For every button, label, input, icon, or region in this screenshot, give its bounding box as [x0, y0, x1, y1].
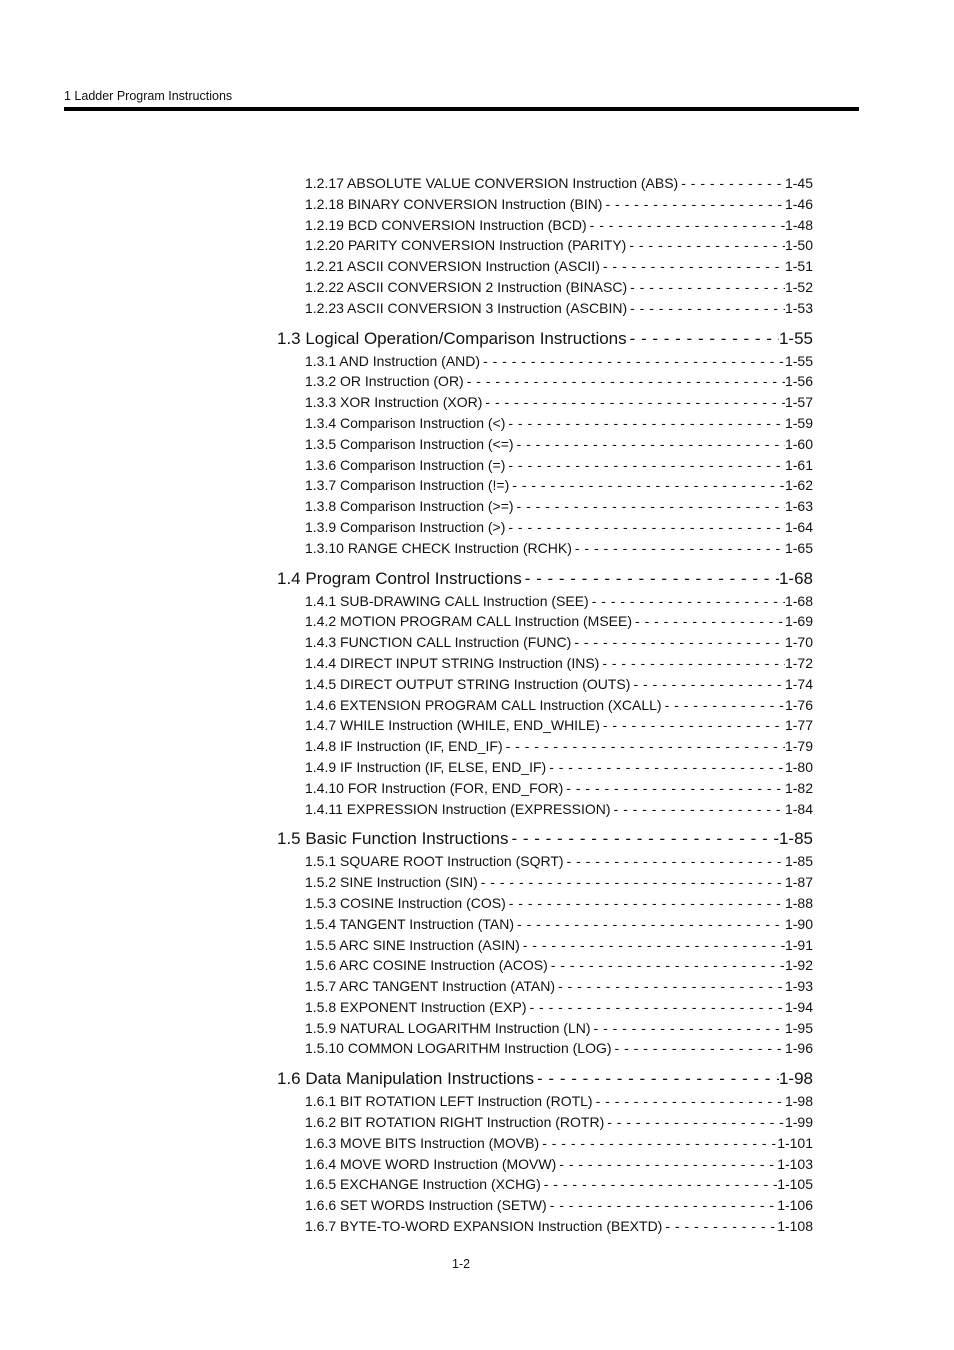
dot-leader	[505, 517, 785, 538]
dot-leader	[482, 392, 785, 413]
toc-entry-page: 1-60	[784, 435, 813, 452]
dot-leader	[632, 611, 785, 632]
toc-entry-page: 1-52	[784, 278, 813, 295]
toc-entry[interactable]	[305, 351, 813, 372]
toc-entry[interactable]	[305, 298, 813, 319]
dot-leader	[503, 736, 785, 757]
dot-leader	[630, 674, 785, 695]
dot-leader	[593, 1091, 785, 1112]
toc-entry[interactable]	[305, 1112, 813, 1133]
dot-leader	[514, 434, 785, 455]
toc-section-heading[interactable]	[277, 567, 813, 591]
toc-entry-title: 1.4.7 WHILE Instruction (WHILE, END_WHILE)	[305, 717, 600, 734]
toc-entry-title: 1.4.11 EXPRESSION Instruction (EXPRESSION)	[305, 800, 611, 817]
toc-entry[interactable]	[305, 632, 813, 653]
toc-entry-title: 1.3.1 AND Instruction (AND)	[305, 352, 481, 369]
dot-leader	[509, 475, 785, 496]
toc-entry-page: 1-98	[784, 1093, 813, 1110]
toc-entry[interactable]	[305, 976, 813, 997]
toc-entry-title: 1.4.8 IF Instruction (IF, END_IF)	[305, 738, 503, 755]
toc-entry-title: 1.6.7 BYTE-TO-WORD EXPANSION Instruction (BEXTD)	[305, 1218, 663, 1235]
toc-entry-page: 1-59	[784, 414, 813, 431]
toc-entry-title: 1.6.6 SET WORDS Instruction (SETW)	[305, 1197, 547, 1214]
toc-section-heading[interactable]	[277, 1067, 813, 1091]
toc-entry[interactable]	[305, 496, 813, 517]
toc-entry-title: 1.4.4 DIRECT INPUT STRING Instruction (INS)	[305, 654, 600, 671]
dot-leader	[506, 893, 785, 914]
dot-leader	[520, 935, 785, 956]
toc-entry[interactable]	[305, 1174, 813, 1195]
page-number: 1-2	[452, 1257, 471, 1271]
dot-leader	[534, 1067, 779, 1091]
dot-leader	[662, 695, 785, 716]
toc-entry-title: 1.2.19 BCD CONVERSION Instruction (BCD)	[305, 216, 587, 233]
toc-entry[interactable]	[305, 935, 813, 956]
toc-entry[interactable]	[305, 872, 813, 893]
toc-entry-page: 1-101	[777, 1134, 813, 1151]
dot-leader	[602, 194, 784, 215]
toc-entry[interactable]	[305, 173, 813, 194]
toc-entry-page: 1-95	[784, 1019, 813, 1036]
dot-leader	[509, 827, 779, 851]
toc-section	[277, 173, 813, 319]
toc-entry-page: 1-68	[778, 568, 813, 588]
toc-entry-page: 1-88	[784, 894, 813, 911]
toc-entry-title: 1.2.22 ASCII CONVERSION 2 Instruction (BINASC)	[305, 278, 628, 295]
toc-entry-page: 1-96	[784, 1040, 813, 1057]
toc-entry[interactable]	[305, 517, 813, 538]
toc-entry[interactable]	[305, 695, 813, 716]
toc-entry[interactable]	[305, 653, 813, 674]
toc-entry-title: 1.5.9 NATURAL LOGARITHM Instruction (LN)	[305, 1019, 591, 1036]
toc-entry[interactable]	[305, 1154, 813, 1175]
toc-entry-page: 1-98	[778, 1069, 813, 1089]
toc-entry-title: 1.3.8 Comparison Instruction (>=)	[305, 498, 514, 515]
dot-leader	[612, 1038, 785, 1059]
toc-entry-page: 1-106	[777, 1197, 813, 1214]
toc-entry-page: 1-70	[784, 634, 813, 651]
toc-entry-page: 1-76	[784, 696, 813, 713]
toc-entry[interactable]	[305, 1091, 813, 1112]
toc-entry[interactable]	[305, 757, 813, 778]
dot-leader	[662, 1216, 777, 1237]
toc-entry[interactable]	[305, 1038, 813, 1059]
toc-entry-title: 1.5.10 COMMON LOGARITHM Instruction (LOG)	[305, 1040, 612, 1057]
toc-entry-page: 1-94	[784, 998, 813, 1015]
toc-entry[interactable]	[305, 997, 813, 1018]
toc-entry-page: 1-82	[784, 779, 813, 796]
dot-leader	[480, 351, 785, 372]
toc-entry-page: 1-91	[784, 936, 813, 953]
toc-entry-page: 1-55	[784, 352, 813, 369]
toc-entry-page: 1-72	[784, 654, 813, 671]
toc-section	[277, 1067, 813, 1237]
toc-entry-title: 1.6.2 BIT ROTATION RIGHT Instruction (ROTR)	[305, 1114, 605, 1131]
toc-entry-page: 1-84	[784, 800, 813, 817]
dot-leader	[505, 455, 785, 476]
toc-entry[interactable]	[305, 434, 813, 455]
toc-entry-page: 1-69	[784, 613, 813, 630]
dot-leader	[539, 1133, 777, 1154]
dot-leader	[611, 799, 785, 820]
header-rule	[64, 107, 859, 111]
toc-entry-title: 1.4.9 IF Instruction (IF, ELSE, END_IF)	[305, 758, 547, 775]
toc-entry-title: 1.4.2 MOTION PROGRAM CALL Instruction (MSEE)	[305, 613, 633, 630]
toc-entry-page: 1-99	[784, 1114, 813, 1131]
dot-leader	[555, 976, 785, 997]
toc-entry[interactable]	[305, 194, 813, 215]
toc-entry[interactable]	[305, 277, 813, 298]
toc-entry-page: 1-61	[784, 456, 813, 473]
dot-leader	[546, 757, 785, 778]
toc-entry[interactable]	[305, 256, 813, 277]
toc-section-heading[interactable]	[277, 827, 813, 851]
toc-entry-title: 1.3.10 RANGE CHECK Instruction (RCHK)	[305, 539, 572, 556]
toc-entry-page: 1-92	[784, 957, 813, 974]
toc-entry-title: 1.2.21 ASCII CONVERSION Instruction (ASCII)	[305, 258, 600, 275]
toc-entry-title: 1.4.10 FOR Instruction (FOR, END_FOR)	[305, 779, 564, 796]
toc-entry-page: 1-87	[784, 874, 813, 891]
toc-entry-page: 1-85	[784, 853, 813, 870]
toc-entry-title: 1.6 Data Manipulation Instructions	[277, 1069, 535, 1089]
toc-entry-page: 1-51	[784, 258, 813, 275]
toc-entry[interactable]	[305, 851, 813, 872]
toc-entry-title: 1.5 Basic Function Instructions	[277, 829, 509, 849]
dot-leader	[589, 591, 785, 612]
toc-entry-title: 1.3.6 Comparison Instruction (=)	[305, 456, 506, 473]
toc-entry[interactable]	[305, 591, 813, 612]
toc-entry[interactable]	[305, 778, 813, 799]
toc-entry-page: 1-74	[784, 675, 813, 692]
toc-entry-page: 1-93	[784, 978, 813, 995]
toc-section	[277, 567, 813, 820]
dot-leader	[548, 955, 785, 976]
toc-entry[interactable]	[305, 715, 813, 736]
toc-entry-page: 1-65	[784, 539, 813, 556]
toc-entry-page: 1-68	[784, 592, 813, 609]
toc-entry[interactable]	[305, 235, 813, 256]
dot-leader	[564, 851, 785, 872]
toc-entry-title: 1.5.8 EXPONENT Instruction (EXP)	[305, 998, 527, 1015]
toc-entry-page: 1-55	[778, 328, 813, 348]
toc-entry-title: 1.3.5 Comparison Instruction (<=)	[305, 435, 514, 452]
toc-section	[277, 827, 813, 1059]
toc-entry-title: 1.6.5 EXCHANGE Instruction (XCHG)	[305, 1176, 541, 1193]
toc-entry-page: 1-57	[784, 394, 813, 411]
dot-leader	[505, 413, 785, 434]
toc-entry-title: 1.2.20 PARITY CONVERSION Instruction (PARITY)	[305, 237, 627, 254]
toc-entry-title: 1.5.1 SQUARE ROOT Instruction (SQRT)	[305, 853, 564, 870]
toc-entry-page: 1-105	[777, 1176, 813, 1193]
toc-entry[interactable]	[305, 893, 813, 914]
toc-entry-page: 1-48	[784, 216, 813, 233]
toc-entry-title: 1.3.9 Comparison Instruction (>)	[305, 518, 506, 535]
dot-leader	[572, 538, 785, 559]
toc-entry-title: 1.3.4 Comparison Instruction (<)	[305, 414, 506, 431]
dot-leader	[522, 567, 779, 591]
toc-section-heading[interactable]	[277, 327, 813, 351]
toc-entry-page: 1-64	[784, 518, 813, 535]
toc-entry-title: 1.3.3 XOR Instruction (XOR)	[305, 394, 483, 411]
toc-entry-title: 1.5.4 TANGENT Instruction (TAN)	[305, 915, 515, 932]
toc-entry-title: 1.6.1 BIT ROTATION LEFT Instruction (ROTL)	[305, 1093, 593, 1110]
dot-leader	[627, 298, 785, 319]
toc-entry-title: 1.4.6 EXTENSION PROGRAM CALL Instruction (XCALL)	[305, 696, 662, 713]
toc-entry-title: 1.6.4 MOVE WORD Instruction (MOVW)	[305, 1155, 557, 1172]
toc-entry-title: 1.3.7 Comparison Instruction (!=)	[305, 477, 510, 494]
dot-leader	[556, 1154, 777, 1175]
dot-leader	[541, 1174, 777, 1195]
toc-entry-title: 1.5.2 SINE Instruction (SIN)	[305, 874, 478, 891]
toc-entry-title: 1.5.6 ARC COSINE Instruction (ACOS)	[305, 957, 548, 974]
toc-entry-page: 1-53	[784, 299, 813, 316]
toc-entry-title: 1.2.23 ASCII CONVERSION 3 Instruction (ASCBIN)	[305, 299, 628, 316]
toc-entry[interactable]	[305, 1133, 813, 1154]
toc-entry-page: 1-90	[784, 915, 813, 932]
toc-entry[interactable]	[305, 736, 813, 757]
toc-entry[interactable]	[305, 413, 813, 434]
toc-entry[interactable]	[305, 455, 813, 476]
toc-entry-page: 1-63	[784, 498, 813, 515]
toc-entry[interactable]	[305, 371, 813, 392]
toc-entry-title: 1.2.17 ABSOLUTE VALUE CONVERSION Instruction (ABS)	[305, 175, 679, 191]
dot-leader	[600, 715, 785, 736]
toc-entry-title: 1.4.3 FUNCTION CALL Instruction (FUNC)	[305, 634, 572, 651]
dot-leader	[604, 1112, 785, 1133]
toc-entry[interactable]	[305, 1216, 813, 1237]
toc-entry-title: 1.3 Logical Operation/Comparison Instructions	[277, 328, 627, 348]
dot-leader	[600, 256, 785, 277]
toc-entry-title: 1.4 Program Control Instructions	[277, 568, 522, 588]
toc-entry-title: 1.4.5 DIRECT OUTPUT STRING Instruction (OUTS)	[305, 675, 631, 692]
dot-leader	[591, 1018, 785, 1039]
dot-leader	[626, 235, 785, 256]
toc-entry-title: 1.3.2 OR Instruction (OR)	[305, 373, 464, 390]
toc-entry-page: 1-46	[784, 195, 813, 212]
toc-entry-page: 1-77	[784, 717, 813, 734]
toc-entry-page: 1-108	[777, 1218, 813, 1235]
dot-leader	[547, 1195, 778, 1216]
toc-entry[interactable]	[305, 955, 813, 976]
toc-entry[interactable]	[305, 392, 813, 413]
dot-leader	[464, 371, 785, 392]
toc-entry-page: 1-103	[777, 1155, 813, 1172]
dot-leader	[627, 327, 779, 351]
dot-leader	[527, 997, 785, 1018]
toc-entry-page: 1-80	[784, 758, 813, 775]
dot-leader	[627, 277, 785, 298]
toc-entry[interactable]	[305, 674, 813, 695]
dot-leader	[599, 653, 785, 674]
dot-leader	[563, 778, 785, 799]
toc-entry-title: 1.5.7 ARC TANGENT Instruction (ATAN)	[305, 978, 555, 995]
dot-leader	[571, 632, 785, 653]
toc-entry-page: 1-62	[784, 477, 813, 494]
toc-section	[277, 327, 813, 559]
running-header: 1 Ladder Program Instructions	[64, 89, 233, 103]
dot-leader	[478, 872, 785, 893]
toc-entry[interactable]	[305, 611, 813, 632]
table-of-contents	[277, 173, 813, 1245]
toc-entry-title: 1.6.3 MOVE BITS Instruction (MOVB)	[305, 1134, 540, 1151]
dot-leader	[587, 215, 785, 236]
dot-leader	[514, 914, 785, 935]
toc-entry[interactable]	[305, 475, 813, 496]
toc-entry-page: 1-56	[784, 373, 813, 390]
toc-entry[interactable]	[305, 1195, 813, 1216]
toc-entry[interactable]	[305, 215, 813, 236]
toc-entry-page: 1-79	[784, 738, 813, 755]
toc-entry-page: 1-45	[784, 175, 813, 191]
toc-entry[interactable]	[305, 799, 813, 820]
toc-entry[interactable]	[305, 914, 813, 935]
toc-entry-title: 1.5.5 ARC SINE Instruction (ASIN)	[305, 936, 520, 953]
dot-leader	[514, 496, 785, 517]
toc-entry-page: 1-50	[784, 237, 813, 254]
toc-entry-title: 1.2.18 BINARY CONVERSION Instruction (BIN)	[305, 195, 603, 212]
toc-entry[interactable]	[305, 538, 813, 559]
dot-leader	[678, 173, 785, 194]
toc-entry[interactable]	[305, 1018, 813, 1039]
toc-entry-title: 1.5.3 COSINE Instruction (COS)	[305, 894, 506, 911]
toc-entry-page: 1-85	[778, 829, 813, 849]
toc-entry-title: 1.4.1 SUB-DRAWING CALL Instruction (SEE)	[305, 592, 589, 609]
